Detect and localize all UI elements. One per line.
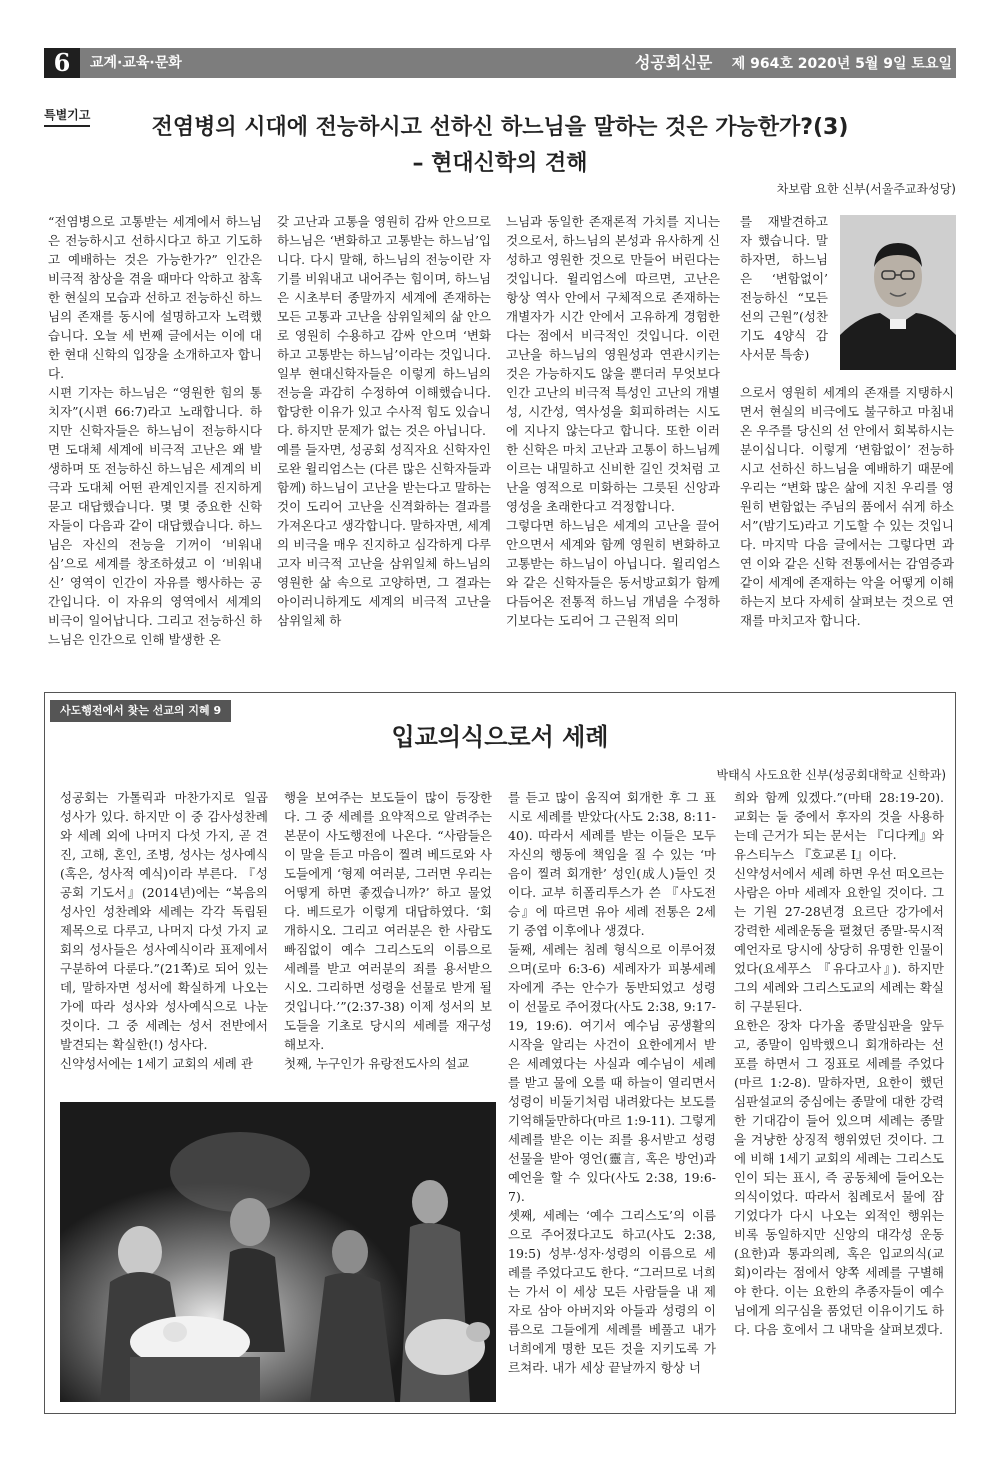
series-column-2: 행을 보여주는 보도들이 많이 등장한다. 그 중 세례를 요약적으로 알려주는 본문이 사도행전에 나온다. “사람들은 이 말을 듣고 마음이 찔려 베드로와 사도들에게 ‘형제 여러분, 그러면 우리는 어떻게 하면 좋겠습니까?’ 하고 물었다. 베드로가 이렇게 대답하였다. ‘회개하시오. 그리고 여러분은 한 사람도 빠짐없이 예수 그리스도의 이름으로 세례를 받고 여러분의 죄를 용서받으시오. 그리하면 성령을 선물로 받게 될 것입니다.’”(2:37-38) 이제 성서의 보도들을 기초로 당시의 세례를 재구성해보자. 첫째, 누구인가 유랑전도사의 설교	[284, 790, 492, 1071]
series-article-author: 박태식 사도요한 신부(성공회대학교 신학과)	[716, 768, 946, 782]
article-title: 전염병의 시대에 전능하시고 선하신 하느님을 말하는 것은 가능한가?(3)	[151, 115, 849, 140]
series-article-title: 입교의식으로서 세례	[391, 722, 609, 751]
series-column-3: 를 듣고 많이 움직여 회개한 후 그 표시로 세례를 받았다(사도 2:38, 8:11-40). 따라서 세례를 받는 이들은 모두 자신의 행동에 책임을 질 수 있는 ‘마음이 찔려 회개한’ 성인(成人)들인 것이다. 교부 히폴리투스가 쓴 『사도전승』에 따르면 유아 세례 전통은 2세기 중엽 이후에나 생겼다. 둘째, 세례는 침례 형식으로 이루어졌으며(로마 6:3-6) 세례자가 피봉세례자에게 주는 안수가 동반되었고 성령이 선물로 주어졌다(사도 2:38, 9:17-19, 19:6). 여기서 예수님 공생활의 시작을 알리는 사건이 요한에게서 받은 세례였다는 사실과 예수님이 세례를 받고 물에 오를 때 하늘이 열리면서 성령이 비둘기처럼 내려왔다는 보도를 기억해둘만하다(마르 1:9-11). 그렇게 세례를 받은 이는 죄를 용서받고 성령 선물을 받아 영언(靈言, 혹은 방언)과 예언을 할 수 있다(사도 2:38, 19:6-7). 셋째, 세례는 ‘예수 그리스도’의 이름으로 주어졌다고도 하고(사도 2:38, 19:5) 성부·성자·성령의 이름으로 세례를 주었다고도 한다. “그러므로 너희는 가서 이 세상 모든 사람들을 내 제자로 삼아 아버지와 아들과 성령의 이름으로 그들에게 세례를 베풀고 내가 너희에게 명한 모든 것을 지키도록 가르쳐라. 내가 세상 끝날까지 항상 너	[508, 790, 716, 1375]
author-photo	[840, 215, 956, 370]
section-name: 교계·교육·문화	[90, 55, 182, 71]
paper-info	[635, 48, 952, 78]
article-column-3: 느님과 동일한 존재론적 가치를 지니는 것으로서, 하느님의 본성과 유사하게 신성하고 영원한 것으로 만들어 버린다는 것입니다. 윌리엄스에 따르면, 고난은 항상 역사 안에서 구체적으로 존재하는 개별자가 시간 안에서 고유하게 경험한다는 점에서 비극적인 것입니다. 이런 고난을 하느님의 영원성과 연관시키는 것은 가능하지도 않을 뿐더러 무엇보다 인간 고난의 비극적 특성인 고난의 개별성, 시간성, 역사성을 회피하려는 시도에 지나지 않는다고 합니다. 또한 이러한 신학은 마치 고난과 고통이 하느님께 이르는 내밀하고 신비한 길인 것처럼 고난을 영적으로 미화하는 그릇된 신앙과 영성을 초래한다고 걱정합니다. 그렇다면 하느님은 세계의 고난을 끌어안으면서 세계와 함께 영원히 변화하고 고통받는 하느님이 아닙니다. 윌리엄스와 같은 신학자들은 동서방교회가 함께 다듬어온 전통적 하느님 개념을 수정하기보다는 도리어 그 근원적 의미	[506, 214, 720, 628]
nativity-painting	[60, 1102, 496, 1402]
paper-name: 성공회신문	[634, 53, 713, 72]
article-tag: 특별기고	[44, 106, 90, 127]
article-column-4a: 를 재발견하고자 했습니다. 말하자면, 하느님은 ‘변함없이’ 전능하신 “모든 선의 근원”(성찬기도 4양식 감사서문 특송)	[740, 214, 828, 362]
article-author: 차보람 요한 신부(서울주교좌성당)	[776, 182, 956, 196]
page-number: 6	[44, 48, 80, 78]
series-column-4: 희와 함께 있겠다.”(마태 28:19-20). 교회는 둘 중에서 후자의 것을 사용하는데 근거가 되는 문서는 『디다케』와 유스티누스 『호교론 I』이다. 신약성서에서 세례 하면 우선 떠오르는 사람은 아마 세례자 요한일 것이다. 그는 기원 27-28년경 요르단 강가에서 강력한 세례운동을 펼쳤던 종말-묵시적 예언자로 당시에 상당히 유명한 인물이었다(요세푸스 『유다고사』). 하지만 그의 세례와 그리스도교의 세례는 확실히 구분된다. 요한은 장차 다가올 종말심판을 앞두고, 종말이 임박했으니 회개하라는 선포를 하면서 그 징표로 세례를 주었다(마르 1:2-8). 말하자면, 요한이 했던 심판설교의 중심에는 종말에 대한 강력한 기대감이 들어 있으며 세례는 종말을 겨냥한 상징적 행위였던 것이다. 그에 비해 1세기 교회의 세례는 그리스도인이 되는 표시, 즉 공동체에 들어오는 의식이었다. 따라서 침례로서 물에 잠기었다가 다시 나오는 외적인 행위는 비록 동일하지만 신앙의 대각성 운동(요한)과 통과의례, 혹은 입교의식(교회)이라는 점에서 양쪽 세례를 구별해야 한다. 이는 요한의 추종자들이 예수님에게 의구심을 품었던 이유이기도 하다. 다음 호에서 그 내막을 살펴보겠다.	[734, 790, 944, 1337]
article-column-4b: 으로서 영원히 세계의 존재를 지탱하시면서 현실의 비극에도 불구하고 마침내 온 우주를 당신의 선 안에서 회복하시는 분이십니다. 이렇게 ‘변함없이’ 전능하시고 선하신 하느님을 예배하기 때문에 우리는 “변화 많은 삶에 지친 우리를 영원히 변함없는 주님의 품에서 쉬게 하소서”(밤기도)라고 기도할 수 있는 것입니다. 마지막 다음 글에서는 그렇다면 과연 이와 같은 신학 전통에서는 감염증과 같이 세계에 존재하는 악을 어떻게 이해하는지 보다 자세히 살펴보는 것으로 연재를 마치고자 합니다.	[740, 385, 954, 628]
series-tag: 사도행전에서 찾는 선교의 지혜 9	[50, 700, 231, 722]
article-column-2: 갖 고난과 고통을 영원히 감싸 안으므로 하느님은 ‘변화하고 고통받는 하느님’입니다. 다시 말해, 하느님의 전능이란 자기를 비워내고 내어주는 힘이며, 하느님은 시초부터 종말까지 세계에 존재하는 모든 고통과 고난을 삼위일체의 삶 안으로 영원히 수용하고 감싸 안으며 ‘변화하고 고통받는 하느님’이라는 것입니다. 일부 현대신학자들은 이렇게 하느님의 전능을 과감히 수정하여 이해했습니다. 합당한 이유가 있고 수사적 힘도 있습니다. 하지만 문제가 없는 것은 아닙니다. 예를 들자면, 성공회 성직자요 신학자인 로완 윌리엄스는 (다른 많은 신학자들과 함께) 하느님이 고난을 받는다고 말하는 것이 도리어 고난을 신격화하는 결과를 가져온다고 생각합니다. 말하자면, 세계의 비극을 매우 진지하고 심각하게 다루고자 비극적 고난을 삼위일체 하느님의 영원한 삶 속으로 고양하면, 그 결과는 아이러니하게도 세계의 비극적 고난을 삼위일체 하	[277, 214, 491, 628]
issue-info: 제 964호 2020년 5월 9일 토요일	[731, 56, 952, 72]
article-subtitle: – 현대신학의 견해	[412, 151, 588, 176]
series-column-1: 성공회는 가톨릭과 마찬가지로 일곱 성사가 있다. 하지만 이 중 감사성찬례와 세례 외에 나머지 다섯 가지, 곧 견진, 고해, 혼인, 조병, 성사는 성사예식(혹은, 성사적 예식)이라 부른다. 『성공회 기도서』(2014년)에는 “복음의 성사인 성찬례와 세례는 각각 독립된 제목으로 다루고, 나머지 다섯 가지 교회의 성사들은 성사예식이라 표제에서 구분하여 다룬다.”(21쪽)로 되어 있는데, 말하자면 성서에 확실하게 나오는가에 따라 성사와 성사예식으로 나눈 것이다. 그 중 세례는 성서 전반에서 발견되는 확실한(!) 성사다. 신약성서에는 1세기 교회의 세례 관	[60, 790, 268, 1071]
article-column-1: “전염병으로 고통받는 세계에서 하느님은 전능하시고 선하시다고 하고 기도하고 예배하는 것은 가능한가?” 인간은 비극적 참상을 겪을 때마다 악하고 참혹한 현실의 모습과 선하고 전능하신 하느님의 존재를 동시에 설명하고자 노력했습니다. 오늘 세 번째 글에서는 이에 대한 현대 신학의 입장을 소개하고자 합니다. 시편 기자는 하느님은 “영원한 힘의 통치자”(시편 66:7)라고 노래합니다. 하지만 신학자들은 하느님이 전능하시다면 도대체 세계에 비극적 고난은 왜 발생하며 또 전능하신 하느님은 세계의 비극과 도대체 어떤 관계인지를 진지하게 묻고 대답했습니다. 몇 몇 중요한 신학자들이 다음과 같이 대답했습니다. 하느님은 자신의 전능을 기꺼이 ‘비워내심’으로 세계를 창조하셨고 이 ‘비워내신’ 영역이 인간이 자유를 행사하는 공간입니다. 이 자유의 영역에서 세계의 비극이 일어납니다. 그리고 전능하신 하느님은 인간으로 인해 발생한 온	[48, 214, 262, 647]
